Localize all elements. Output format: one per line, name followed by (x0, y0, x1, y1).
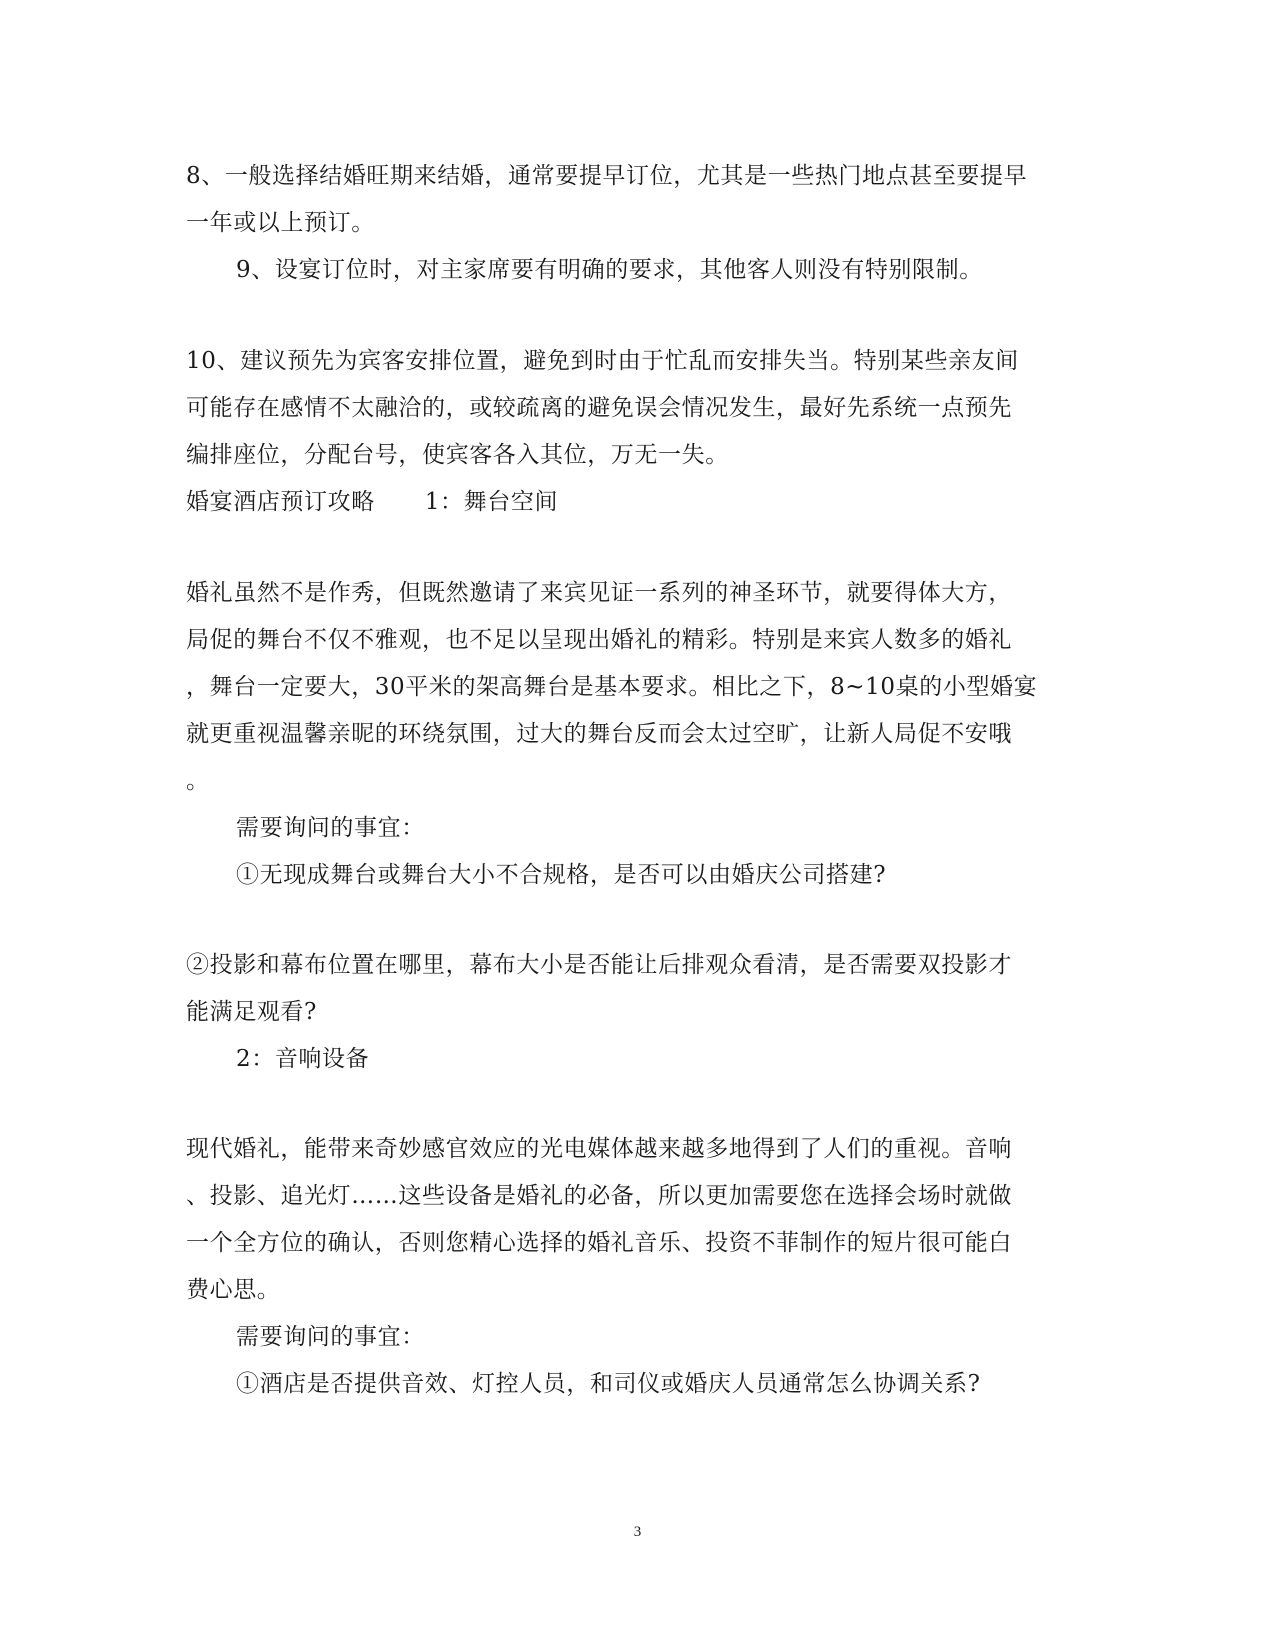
audio-question-1: ①酒店是否提供音效、灯控人员，和司仪或婚庆人员通常怎么协调关系? (236, 1371, 981, 1397)
stage-paragraph-line-2: 局促的舞台不仅不雅观，也不足以呈现出婚礼的精彩。特别是来宾人数多的婚礼 (186, 627, 1012, 653)
stage-paragraph-line-5: 。 (186, 768, 210, 794)
stage-questions-label: 需要询问的事宜： (236, 815, 425, 841)
stage-paragraph-line-3: ，舞台一定要大，30平米的架高舞台是基本要求。相比之下，8~10桌的小型婚宴 (186, 674, 1038, 700)
stage-paragraph-line-1: 婚礼虽然不是作秀，但既然邀请了来宾见证一系列的神圣环节，就要得体大方， (186, 580, 1012, 606)
paragraph-9: 9、设宴订位时，对主家席要有明确的要求，其他客人则没有特别限制。 (236, 257, 983, 283)
paragraph-8-line-2: 一年或以上预订。 (186, 210, 375, 236)
audio-heading: 2：音响设备 (236, 1046, 370, 1072)
audio-paragraph-line-1: 现代婚礼，能带来奇妙感官效应的光电媒体越来越多地得到了人们的重视。音响 (186, 1136, 1012, 1162)
page-number: 3 (633, 1524, 642, 1540)
section-heading-item: 1：舞台空间 (424, 489, 559, 515)
stage-question-2-line-1: ②投影和幕布位置在哪里，幕布大小是否能让后排观众看清，是否需要双投影才 (186, 952, 1012, 978)
paragraph-10-line-3: 编排座位，分配台号，使宾客各入其位，万无一失。 (186, 442, 729, 468)
paragraph-10-line-1: 10、建议预先为宾客安排位置，避免到时由于忙乱而安排失当。特别某些亲友间 (186, 348, 1019, 374)
section-heading-title: 婚宴酒店预订攻略 (186, 489, 375, 515)
audio-paragraph-line-3: 一个全方位的确认，否则您精心选择的婚礼音乐、投资不菲制作的短片很可能白 (186, 1230, 1012, 1256)
stage-paragraph-line-4: 就更重视温馨亲昵的环绕氛围，过大的舞台反而会太过空旷，让新人局促不安哦 (186, 721, 1012, 747)
section-heading (186, 487, 558, 517)
audio-paragraph-line-4: 费心思。 (186, 1277, 281, 1303)
audio-paragraph-line-2: 、投影、追光灯……这些设备是婚礼的必备，所以更加需要您在选择会场时就做 (186, 1183, 1012, 1209)
paragraph-10-line-2: 可能存在感情不太融洽的，或较疏离的避免误会情况发生，最好先系统一点预先 (186, 395, 1012, 421)
stage-question-1: ①无现成舞台或舞台大小不合规格，是否可以由婚庆公司搭建? (236, 862, 887, 888)
paragraph-8-line-1: 8、一般选择结婚旺期来结婚，通常要提早订位，尤其是一些热门地点甚至要提早 (186, 163, 1028, 189)
audio-questions-label: 需要询问的事宜： (236, 1324, 425, 1350)
stage-question-2-line-2: 能满足观看? (186, 999, 317, 1025)
